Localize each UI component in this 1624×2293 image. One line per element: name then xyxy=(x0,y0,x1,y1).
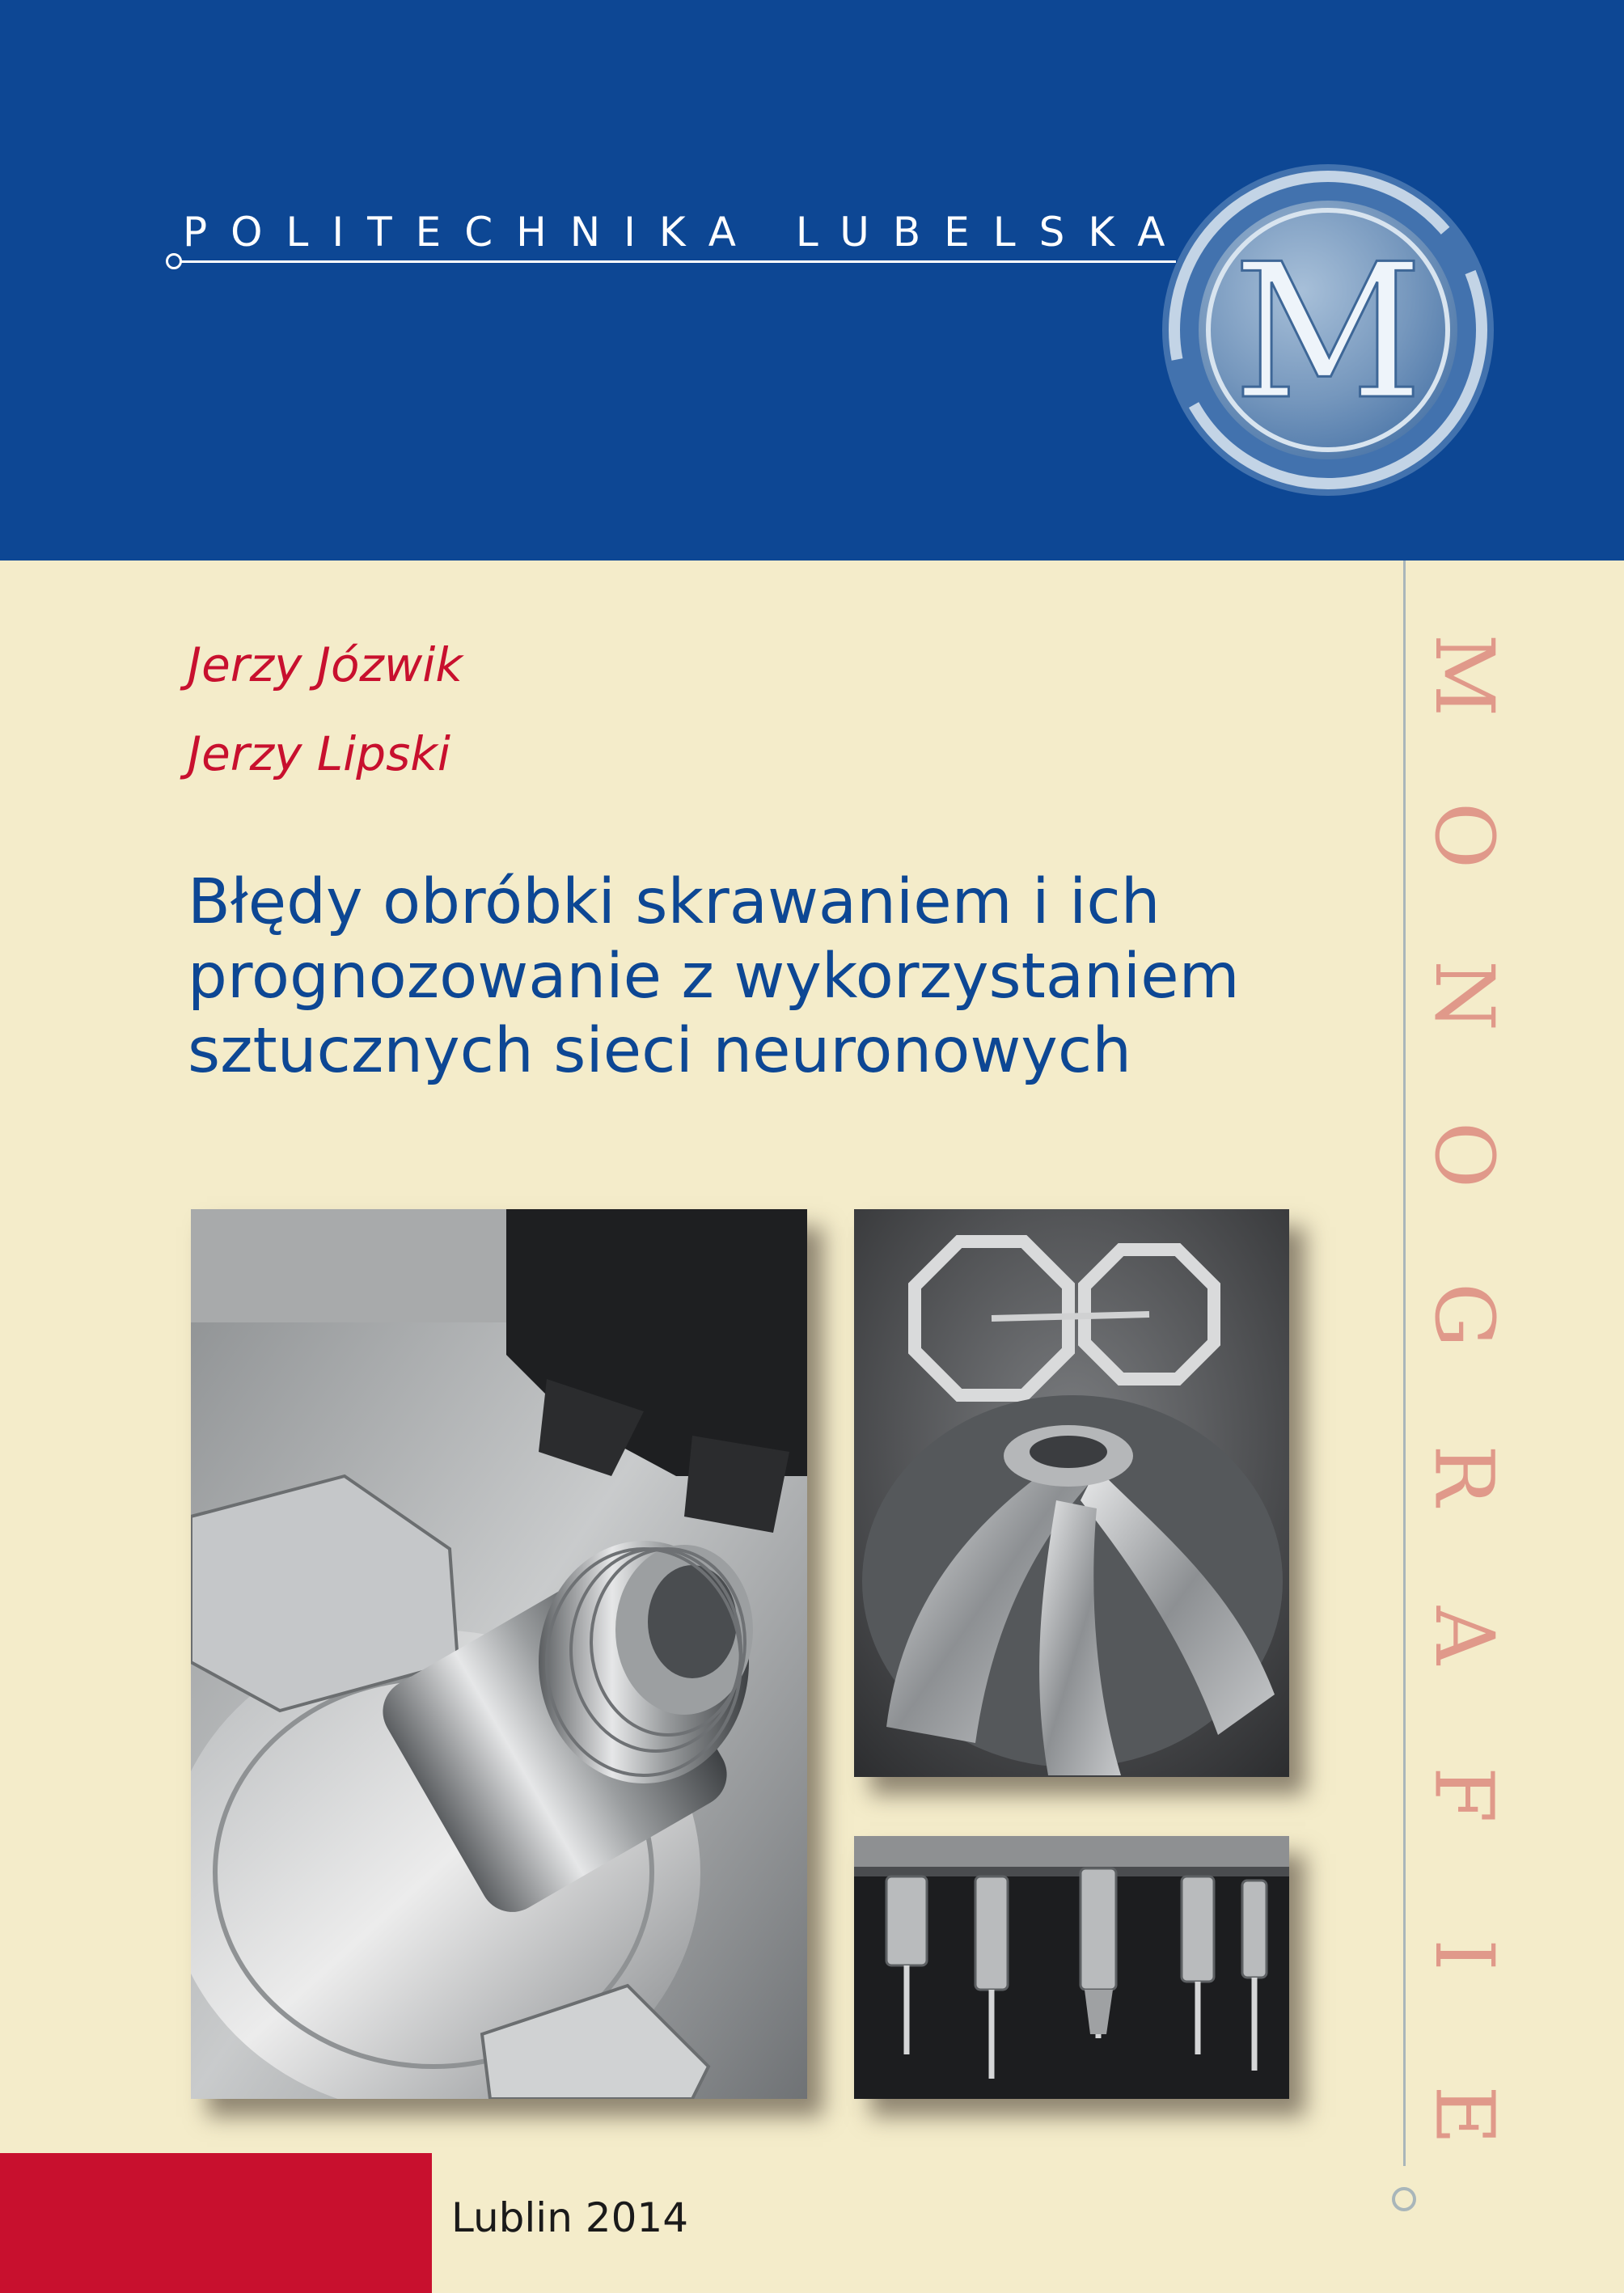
series-letter: G xyxy=(1416,1283,1512,1348)
series-letter: E xyxy=(1417,2085,1512,2145)
series-letter: N xyxy=(1417,959,1512,1031)
series-rule xyxy=(1403,561,1406,2166)
series-letter: A xyxy=(1417,1606,1512,1665)
series-label xyxy=(1416,633,1512,2156)
header-rule-dot xyxy=(166,253,182,269)
series-letter: M xyxy=(1417,633,1512,717)
title-line: Błędy obróbki skrawaniem i ich xyxy=(188,866,1161,938)
impeller-photo xyxy=(854,1209,1289,1777)
tool-holders-photo xyxy=(854,1836,1289,2099)
logo-letter: M xyxy=(1233,225,1423,441)
series-rule-dot xyxy=(1392,2187,1416,2211)
header-rule xyxy=(173,260,1176,263)
university-logo xyxy=(1158,160,1498,500)
series-letter: O xyxy=(1416,802,1512,869)
title-line: sztucznych sieci neuronowych xyxy=(188,1015,1131,1087)
place-year: Lublin 2014 xyxy=(451,2194,689,2241)
university-name: POLITECHNIKA LUBELSKA xyxy=(183,209,1189,256)
series-letter: I xyxy=(1416,1939,1512,1971)
title-line: prognozowanie z wykorzystaniem xyxy=(188,941,1240,1013)
author-name: Jerzy Józwik xyxy=(188,637,463,692)
author-name: Jerzy Lipski xyxy=(188,726,451,781)
series-letter: R xyxy=(1416,1445,1512,1506)
series-letter: F xyxy=(1416,1766,1512,1824)
footer-red-block xyxy=(0,2153,432,2293)
book-title xyxy=(188,865,1368,1089)
series-letter: O xyxy=(1416,1122,1512,1189)
lathe-chuck-photo xyxy=(191,1209,807,2099)
